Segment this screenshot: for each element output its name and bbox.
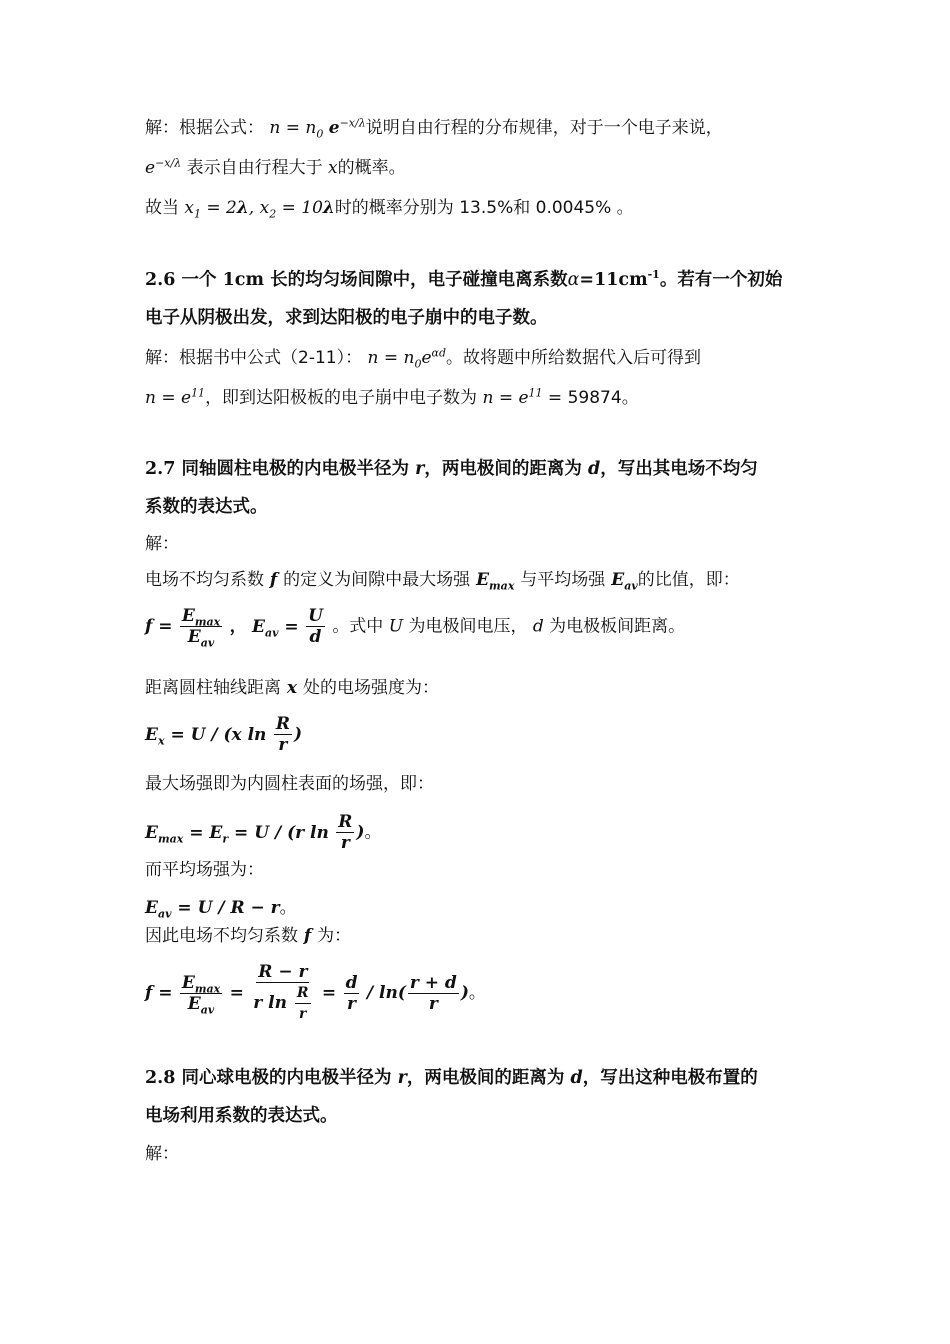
formula-f-result: f = $\frac{E_{max}}{E_{av}}$ = R − r r ln $\frac{R}{r}$ = $\frac{d}{r}$ / ln( $\frac{r + d}{r}$ )。 xyxy=(145,962,486,1022)
answer-line-3: 故当 $x_1 = 2\lambda$, $x_2 = 10\lambda$时的概率分别为 13.5%和 0.0045% 。 xyxy=(145,198,634,221)
answer-2-6-line-1: 解：根据书中公式（2-11）： $n = n_0e^{\alpha d}$。故将题中所给数据代入后可得到 xyxy=(145,346,701,371)
answer-line-2: $e^{-x/\lambda}$ 表示自由行程大于 x的概率。 xyxy=(145,156,406,178)
question-2-8-line-1: 2.8 同心球电极的内电极半径为 r，两电极间的距离为 d，写出这种电极布置的 xyxy=(145,1068,758,1088)
therefore-line: 因此电场不均匀系数 f 为： xyxy=(145,926,352,946)
formula-exp-x-lambda: $e^{-x/\lambda}$ xyxy=(145,156,182,178)
distance-line: 距离圆柱轴线距离 x 处的电场强度为： xyxy=(145,678,439,698)
formula-f-definition: f = $\frac{E_{max}}{E_{av}}$ ， $E_{av}$ = $\frac{U}{d}$ 。式中 U 为电极间电压， d 为电极板间距离。 xyxy=(145,606,686,650)
avg-field-line: 而平均场强为： xyxy=(145,860,264,880)
definition-line: 电场不均匀系数 f 的定义为间隙中最大场强 $E_{max}$ 与平均场强 $E_{av}$的比值，即： xyxy=(145,570,740,593)
question-2-8-line-2: 电场利用系数的表达式。 xyxy=(145,1106,338,1126)
formula-n-e11: $n = e^{11}$ xyxy=(145,386,206,408)
question-2-7-line-2: 系数的表达式。 xyxy=(145,497,268,517)
solution-label-2-8: 解： xyxy=(145,1144,179,1164)
formula-x1-x2: $x_1 = 2\lambda$, $x_2 = 10\lambda$ xyxy=(184,198,335,221)
question-2-7-line-1: 2.7 同轴圆柱电极的内电极半径为 r，两电极间的距离为 d，写出其电场不均匀 xyxy=(145,459,758,479)
formula-n-n0-exp-alpha-d: $n = n_0e^{\alpha d}$ xyxy=(367,346,446,371)
formula-n-n0-exp: $n = n_0$ $e^{-x/\lambda}$ xyxy=(269,116,366,141)
formula-eav: $E_{av} = U / R - r$。 xyxy=(145,898,297,921)
question-2-6-line-2: 电子从阴极出发，求到达阳极的电子崩中的电子数。 xyxy=(145,308,548,328)
formula-emax: $E_{max} = E_r = U / (r$ ln $\frac{R}{r}$ )。 xyxy=(145,812,382,853)
answer-2-6-line-2: $n = e^{11}$，即到达阳极板的电子崩中电子数为 $n = e^{11} = 59874$。 xyxy=(145,386,639,408)
answer-line-1: 解：根据公式： $n = n_0$ $e^{-x/\lambda}$说明自由行程的分布规律，对于一个电子来说， xyxy=(145,116,723,141)
question-2-6-line-1: 2.6 一个 1cm 长的均匀场间隙中，电子碰撞电离系数$\alpha=11cm^{-1}$。若有一个初始 xyxy=(145,268,783,290)
max-field-line: 最大场强即为内圆柱表面的场强，即： xyxy=(145,774,434,794)
formula-ex: $E_x = U / (x$ ln $\frac{R}{r}$ ) xyxy=(145,714,302,755)
solution-label-2-7: 解： xyxy=(145,534,179,554)
